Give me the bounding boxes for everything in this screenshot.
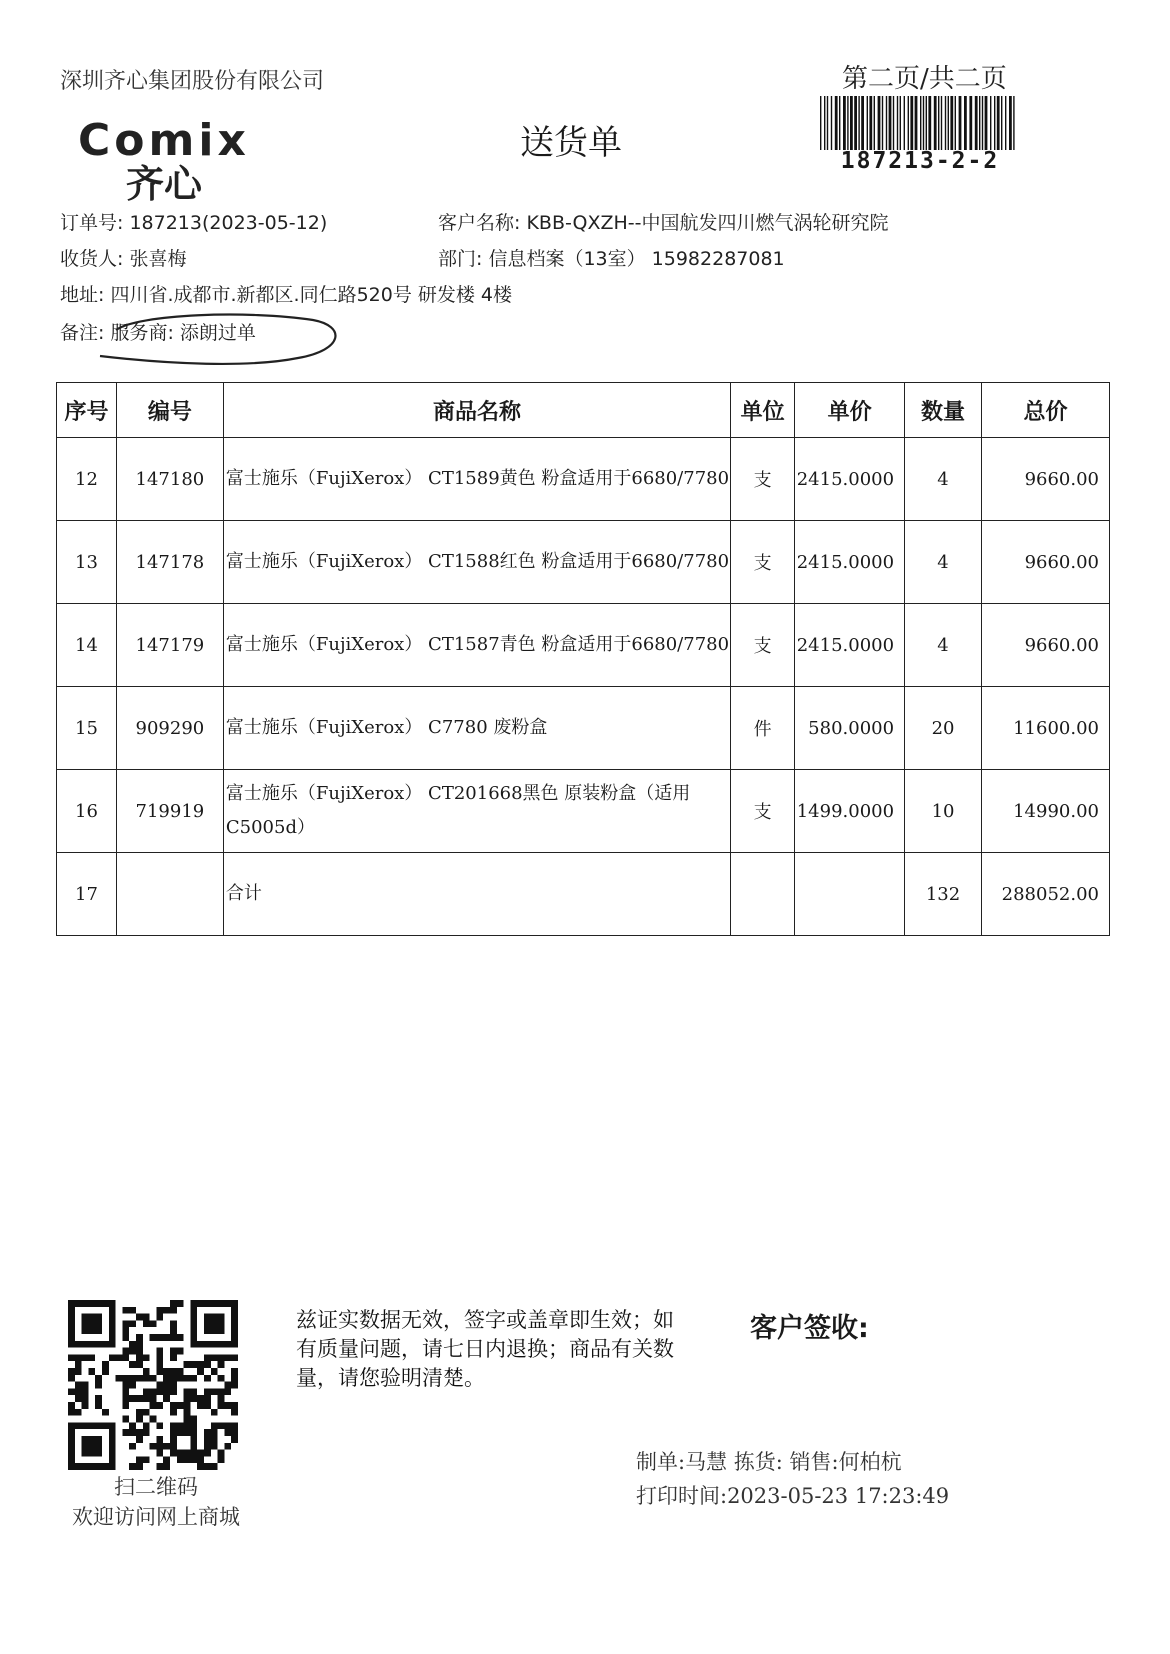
row-product-name: 富士施乐（FujiXerox） C7780 废粉盒 xyxy=(223,687,730,770)
row-code: 719919 xyxy=(116,770,223,853)
row-unit-price: 580.0000 xyxy=(795,687,905,770)
row-unit-price: 1499.0000 xyxy=(795,770,905,853)
row-unit: 支 xyxy=(731,438,795,521)
address-label: 地址: xyxy=(60,284,105,306)
row-quantity: 132 xyxy=(905,853,982,936)
qr-caption xyxy=(56,1472,256,1532)
row-code: 909290 xyxy=(116,687,223,770)
department-value: 信息档案（13室） 15982287081 xyxy=(488,248,785,270)
row-seq: 14 xyxy=(57,604,117,687)
address-value: 四川省.成都市.新都区.同仁路520号 研发楼 4楼 xyxy=(110,284,513,306)
table-row xyxy=(57,521,1110,604)
row-product-name: 富士施乐（FujiXerox） CT1587青色 粉盒适用于6680/7780 xyxy=(223,604,730,687)
row-seq: 13 xyxy=(57,521,117,604)
row-code: 147178 xyxy=(116,521,223,604)
page-info: 第二页/共二页 xyxy=(842,64,1007,94)
row-seq: 15 xyxy=(57,687,117,770)
row-unit-price: 2415.0000 xyxy=(795,438,905,521)
row-unit: 件 xyxy=(731,687,795,770)
footer-print-time: 打印时间:2023-05-23 17:23:49 xyxy=(636,1484,950,1508)
logo-en: Comix xyxy=(78,115,250,166)
department-line xyxy=(438,244,785,271)
row-unit-price: 2415.0000 xyxy=(795,521,905,604)
order-number: 187213(2023-05-12) xyxy=(129,212,328,234)
row-quantity: 20 xyxy=(905,687,982,770)
qr-caption-scan: 扫二维码 xyxy=(114,1475,198,1499)
header-quantity: 数量 xyxy=(905,383,982,438)
header-seq: 序号 xyxy=(57,383,117,438)
row-seq: 17 xyxy=(57,853,117,936)
notice-text: 兹证实数据无效，签字或盖章即生效；如有质量问题，请七日内退换；商品有关数量，请您验明清楚。 xyxy=(296,1308,674,1390)
remark-label: 备注: xyxy=(60,322,105,344)
remark-value: 服务商: 添朗过单 xyxy=(110,322,256,344)
order-number-label: 订单号: xyxy=(60,212,124,234)
document-title: 送货单 xyxy=(520,123,622,163)
address-line xyxy=(60,280,512,307)
row-product-name: 富士施乐（FujiXerox） CT1589黄色 粉盒适用于6680/7780 xyxy=(223,438,730,521)
row-code xyxy=(116,853,223,936)
table-row xyxy=(57,687,1110,770)
row-unit-price: 2415.0000 xyxy=(795,604,905,687)
row-seq: 12 xyxy=(57,438,117,521)
row-product-name: 富士施乐（FujiXerox） CT1588红色 粉盒适用于6680/7780 xyxy=(223,521,730,604)
row-product-name: 合计 xyxy=(223,853,730,936)
receiver-label: 收货人: xyxy=(60,248,124,270)
header-code: 编号 xyxy=(116,383,223,438)
row-quantity: 10 xyxy=(905,770,982,853)
row-unit-price xyxy=(795,853,905,936)
header-unit: 单位 xyxy=(731,383,795,438)
row-unit: 支 xyxy=(731,521,795,604)
header-total: 总价 xyxy=(981,383,1109,438)
barcode-number: 187213-2-2 xyxy=(840,148,1000,174)
row-total: 9660.00 xyxy=(981,438,1109,521)
row-unit xyxy=(731,853,795,936)
logo-cn: 齐心 xyxy=(126,162,203,206)
row-total: 288052.00 xyxy=(981,853,1109,936)
row-quantity: 4 xyxy=(905,438,982,521)
table-total-row xyxy=(57,853,1110,936)
qr-caption-mall: 欢迎访问网上商城 xyxy=(72,1505,240,1529)
row-quantity: 4 xyxy=(905,604,982,687)
barcode xyxy=(818,96,1018,150)
customer-label: 客户名称: xyxy=(438,212,521,234)
row-unit: 支 xyxy=(731,604,795,687)
items-table xyxy=(56,382,1110,936)
receiver-name: 张喜梅 xyxy=(129,248,187,270)
row-total: 11600.00 xyxy=(981,687,1109,770)
company-name: 深圳齐心集团股份有限公司 xyxy=(60,69,325,94)
order-number-line xyxy=(60,208,327,235)
row-seq: 16 xyxy=(57,770,117,853)
handwritten-circle-mark xyxy=(98,306,348,376)
customer-sign-label: 客户签收: xyxy=(750,1313,869,1344)
header-product-name: 商品名称 xyxy=(223,383,730,438)
row-total: 9660.00 xyxy=(981,521,1109,604)
row-unit: 支 xyxy=(731,770,795,853)
row-product-name: 富士施乐（FujiXerox） CT201668黑色 原装粉盒（适用C5005d） xyxy=(223,770,730,853)
table-header-row xyxy=(57,383,1110,438)
row-code: 147180 xyxy=(116,438,223,521)
customer-line xyxy=(438,208,889,235)
table-row xyxy=(57,770,1110,853)
qr-code[interactable] xyxy=(68,1300,238,1470)
footer-staff: 制单:马慧 拣货: 销售:何柏杭 xyxy=(636,1450,902,1474)
row-total: 9660.00 xyxy=(981,604,1109,687)
row-code: 147179 xyxy=(116,604,223,687)
customer-name: KBB-QXZH--中国航发四川燃气涡轮研究院 xyxy=(526,212,889,234)
table-row xyxy=(57,438,1110,521)
comix-logo xyxy=(78,115,298,208)
row-quantity: 4 xyxy=(905,521,982,604)
department-label: 部门: xyxy=(438,248,483,270)
receiver-line xyxy=(60,244,186,271)
row-total: 14990.00 xyxy=(981,770,1109,853)
header-unit-price: 单价 xyxy=(795,383,905,438)
table-row xyxy=(57,604,1110,687)
